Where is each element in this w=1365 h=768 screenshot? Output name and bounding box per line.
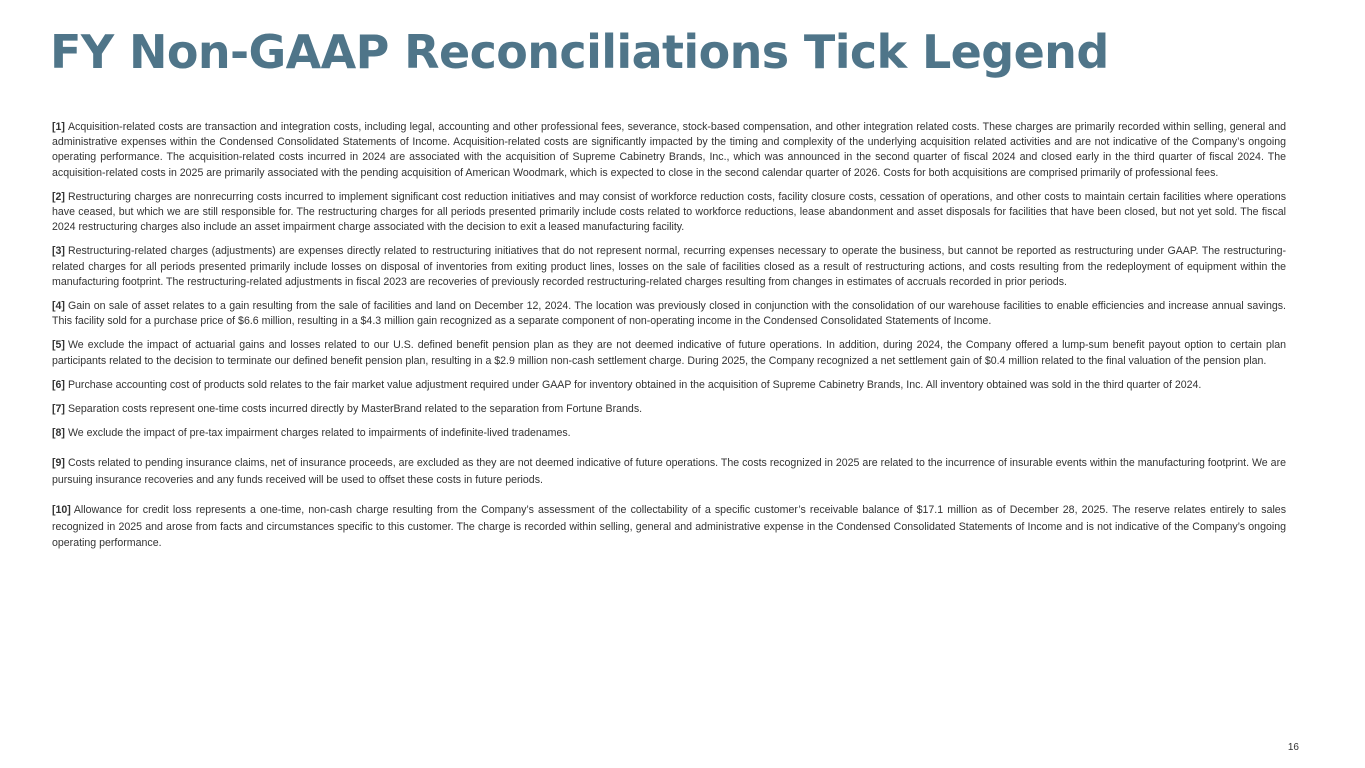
- footnote-text: We exclude the impact of actuarial gains and losses related to our U.S. defined benefit pension plan as they are not deemed indicative of future operations. In addition, during 2024, the Company offered a lump-sum benefit payout option to certain plan participants related to the decision to terminate our defined benefit pension plan, resulting in a $2.9 million non-cash settlement charge. During 2025, the Company recognized a net settlement gain of $0.4 million related to the final valuation of the pension plan.: [52, 339, 1286, 367]
- footnote-marker: [10]: [52, 504, 71, 517]
- footnote-marker: [6]: [52, 378, 65, 391]
- footnote-list: [52, 120, 1286, 560]
- footnote-marker: [7]: [52, 403, 65, 416]
- footnote-5: [52, 338, 1286, 368]
- footnote-text: Costs related to pending insurance claims, net of insurance proceeds, are excluded as they are not deemed indicative of future operations. The costs recognized in 2025 are related to the incurrence of insurable events within the manufacturing footprint. We are pursuing insurance recoveries and any funds received will be used to offset these costs in future periods.: [52, 457, 1286, 486]
- footnote-marker: [1]: [52, 121, 65, 133]
- footnote-text: Gain on sale of asset relates to a gain resulting from the sale of facilities and land on December 12, 2024. The location was previously closed in conjunction with the consolidation of our warehouse facilities to enable efficiencies and increase annual savings. This facility sold for a purchase price of $6.6 million, resulting in a $4.3 million gain recognized as a separate component of non-operating income in the Condensed Consolidated Statements of Income.: [52, 300, 1286, 328]
- footnote-6: [52, 378, 1286, 393]
- footnote-3: [52, 244, 1286, 290]
- footnote-marker: [5]: [52, 339, 65, 352]
- footnote-marker: [4]: [52, 300, 65, 313]
- footnote-text: Purchase accounting cost of products sold relates to the fair market value adjustment required under GAAP for inventory obtained in the acquisition of Supreme Cabinetry Brands, Inc. All inventory obtained was sold in the third quarter of 2024.: [67, 378, 1202, 391]
- footnote-text: We exclude the impact of pre-tax impairment charges related to impairments of indefinite-lived tradenames.: [67, 427, 571, 440]
- footnote-4: [52, 299, 1286, 329]
- footnote-9: [52, 455, 1286, 488]
- footnote-7: [52, 402, 1286, 417]
- footnote-text: Allowance for credit loss represents a one-time, non-cash charge resulting from the Company’s assessment of the collectability of a specific customer’s receivable balance of $17.1 million as of December 28, 2025. The reserve relates entirely to sales recognized in 2025 and arose from facts and circumstances specific to this customer. The charge is recorded within selling, general and administrative expense in the Condensed Consolidated Statements of Income and is not indicative of the Company’s ongoing operating performance.: [52, 504, 1286, 550]
- footnote-marker: [8]: [52, 427, 65, 440]
- footnote-marker: [9]: [52, 457, 65, 470]
- footnote-8: [52, 426, 1286, 441]
- footnote-2: [52, 190, 1286, 236]
- page-title: FY Non-GAAP Reconciliations Tick Legend: [50, 25, 1109, 79]
- page-number: 16: [1287, 742, 1299, 753]
- footnote-1: [52, 120, 1286, 181]
- footnote-text: Restructuring-related charges (adjustments) are expenses directly related to restructuring initiatives that do not represent normal, recurring expenses necessary to operate the business, but cannot be reported as restructuring under GAAP. The restructuring-related charges for all periods presented primarily include losses on disposal of inventories from exiting product lines, losses on the sale of facilities closed as a result of restructuring actions, and costs resulting from the redeployment of equipment within the manufacturing footprint. The restructuring-related adjustments in fiscal 2023 are recoveries of previously recorded restructuring-related charges resulting from changes in estimates of accruals recorded in prior periods.: [52, 245, 1286, 288]
- footnote-marker: [2]: [52, 190, 65, 203]
- footnote-text: Separation costs represent one-time costs incurred directly by MasterBrand related to the separation from Fortune Brands.: [67, 403, 643, 416]
- footnote-marker: [3]: [52, 245, 65, 258]
- footnote-text: Restructuring charges are nonrecurring costs incurred to implement significant cost reduction initiatives and may consist of workforce reduction costs, facility closure costs, cessation of operations, and other costs to maintain certain facilities where operations have ceased, but which we are still responsible for. The restructuring charges for all periods presented primarily include costs related to workforce reductions, lease abandonment and asset disposals for facilities that have been closed, but not yet sold. The fiscal 2024 restructuring charges also include an asset impairment charge associated with the decision to exit a leased manufacturing facility.: [52, 190, 1286, 234]
- footnote-10: [52, 502, 1286, 551]
- footnote-text: Acquisition-related costs are transaction and integration costs, including legal, accounting and other professional fees, severance, stock-based compensation, and other integration related costs. These charges are primarily recorded within selling, general and administrative expenses within the Condensed Consolidated Statements of Income. Acquisition-related costs are significantly impacted by the timing and complexity of the underlying acquisition related activities and are not indicative of the Company’s ongoing operating performance. The acquisition-related costs incurred in 2024 are associated with the acquisition of Supreme Cabinetry Brands, Inc., which was announced in the second quarter of fiscal 2024 and closed early in the third quarter of fiscal 2024. The acquisition-related costs in 2025 are primarily associated with the pending acquisition of American Woodmark, which is expected to close in the second calendar quarter of 2026. Costs for both acquisitions are comprised primarily of professional fees.: [52, 121, 1286, 179]
